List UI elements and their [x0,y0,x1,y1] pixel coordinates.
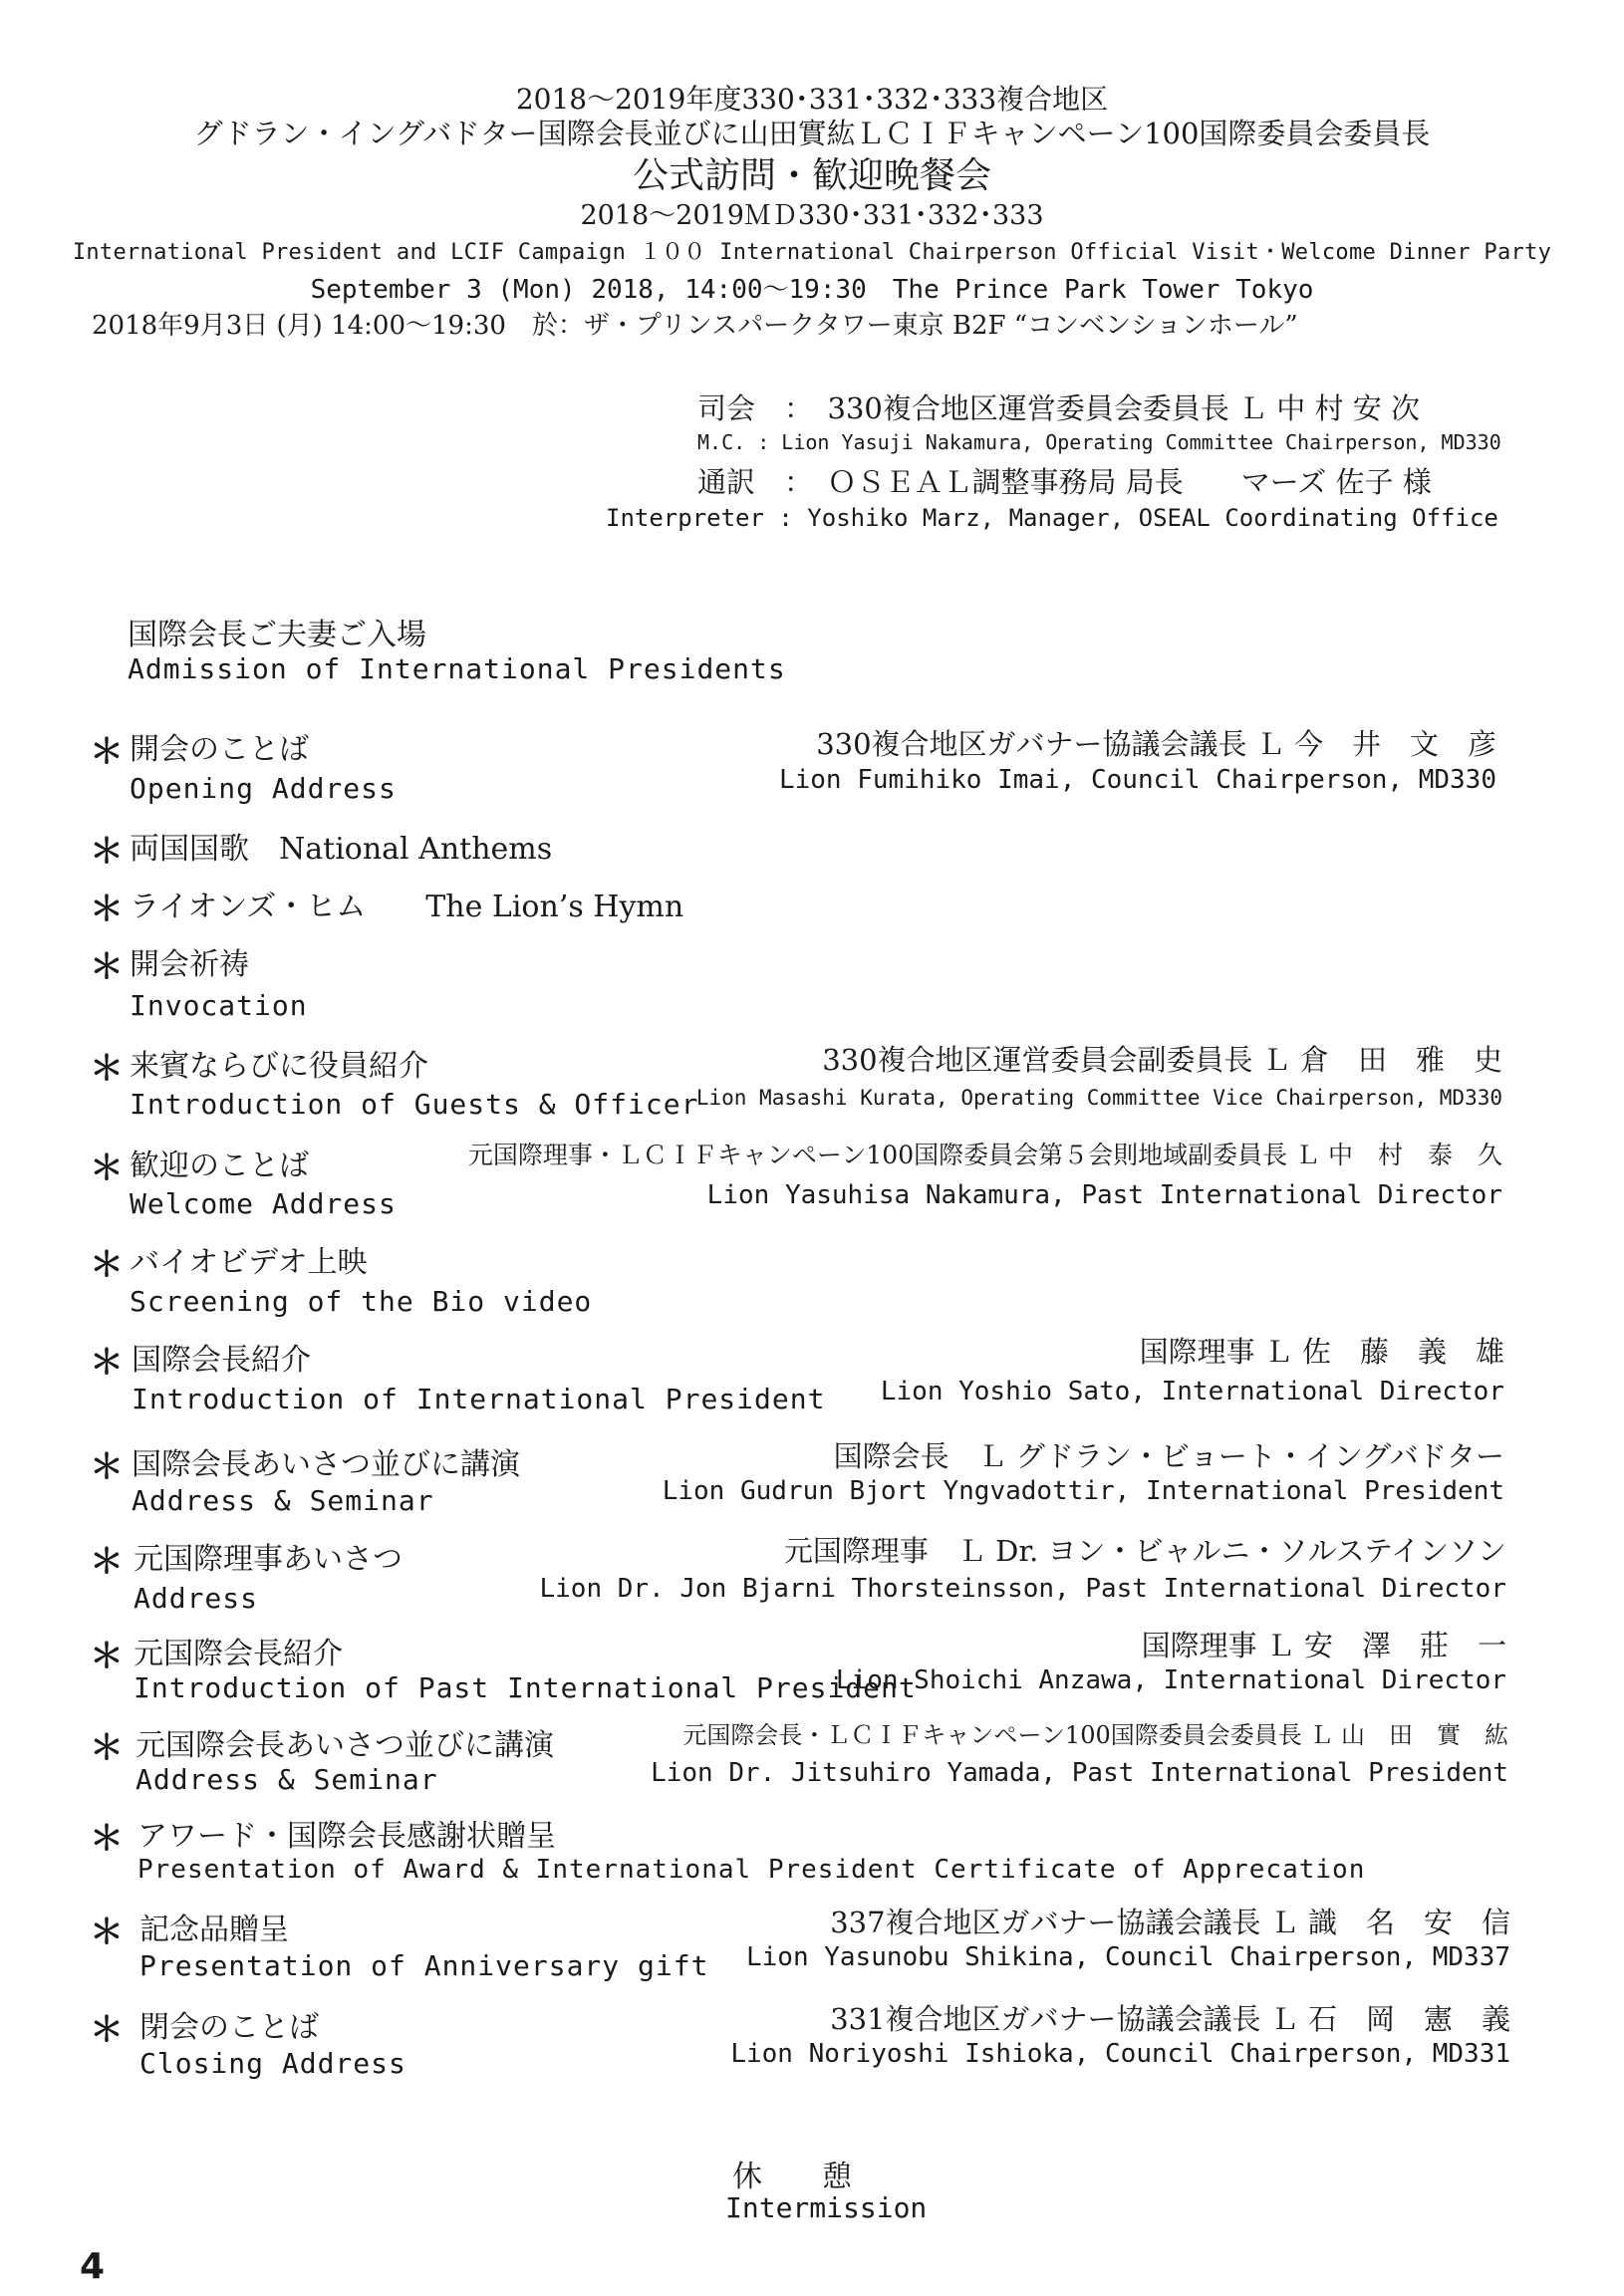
program-item-japanese: バイオビデオ上映 [130,1245,368,1280]
asterisk-icon: ＊ [90,890,124,929]
asterisk-icon: ＊ [90,1245,124,1285]
asterisk-icon: ＊ [90,1637,124,1676]
asterisk-icon: ＊ [90,947,124,987]
asterisk-icon: ＊ [90,1542,124,1582]
program-item-english: Presentation of Award & International President Certificate of Apprecation [137,1855,1366,1885]
speaker-english: Lion Dr. Jitsuhiro Yamada, Past International President [651,1758,1508,1788]
asterisk-icon: ＊ [90,832,124,872]
asterisk-icon: ＊ [90,1819,124,1859]
program-item-japanese: 元国際会長あいさつ並びに講演 [135,1728,554,1763]
speaker-japanese: 国際理事 Ｌ 安 澤 莊 一 [1141,1629,1506,1662]
speaker-japanese: 330複合地区運営委員会副委員長 Ｌ 倉 田 雅 史 [822,1043,1502,1077]
asterisk-icon: ＊ [90,1148,124,1188]
program-item-japanese: 元国際会長紹介 [134,1637,343,1671]
program-item-japanese: 閉会のことば [139,2010,319,2045]
program-item-english: Presentation of Anniversary gift [139,1949,709,1982]
program-item-english: Introduction of Past International President [134,1671,917,1704]
page-number: 4 [80,2246,106,2287]
program-item-english: Opening Address [130,772,397,805]
header-subtitle: グドラン・イングバドター国際会長並びに山田實紘ＬＣＩＦキャンペーン100国際委員会委員長 [193,117,1431,150]
interpreter-english: Interpreter : Yoshiko Marz, Manager, OSEAL Coordinating Office [606,504,1498,532]
program-item-english: Address [134,1582,259,1615]
program-item-english: Invocation [130,989,308,1022]
intermission-japanese: 休 憩 [732,2160,852,2194]
speaker-english: Lion Yasuhisa Nakamura, Past International Director [706,1180,1502,1210]
intermission-english: Intermission [725,2191,928,2224]
speaker-english: Lion Yasunobu Shikina, Council Chairperson, MD337 [745,1942,1510,1972]
asterisk-icon: ＊ [90,732,124,772]
program-item-japanese: 両国国歌 National Anthems [130,832,553,867]
program-item-japanese: 来賓ならびに役員紹介 [130,1049,428,1084]
speaker-japanese: 337複合地区ガバナー協議会議長 Ｌ 識 名 安 信 [830,1906,1510,1939]
speaker-japanese: 国際会長 Ｌ グドラン・ビョート・イングバドター [833,1439,1504,1473]
header-english-date: September 3 (Mon) 2018, 14:00～19:30 The Prince Park Tower Tokyo [310,275,1314,305]
header-japanese-date-venue: 2018年9月3日 (月) 14:00～19:30 於：ザ・プリンスパークタワー東京 B2F “コンベンションホール” [92,311,1298,341]
asterisk-icon: ＊ [90,1049,124,1089]
speaker-english: Lion Shoichi Anzawa, International Director [835,1665,1506,1695]
header-english-title: International President and LCIF Campaign １００ International Chairperson Official Visit・Welcome Dinner Party [72,240,1552,265]
header-district-line: 2018～2019年度330･331･332･333複合地区 [515,83,1109,116]
program-item-english: Introduction of International President [132,1383,826,1415]
speaker-english: Lion Noriyoshi Ishioka, Council Chairperson, MD331 [730,2039,1510,2069]
speaker-japanese: 331複合地区ガバナー協議会議長 Ｌ 石 岡 憲 義 [830,2002,1510,2036]
program-item-english: Introduction of Guests & Officer [130,1088,699,1121]
program-item-japanese: アワード・国際会長感謝状贈呈 [137,1819,556,1854]
program-item-english: Screening of the Bio video [130,1285,593,1318]
speaker-japanese: 元国際理事 Ｌ Dr. ヨン・ビャルニ・ソルステインソン [783,1534,1506,1568]
program-item-japanese: 国際会長あいさつ並びに講演 [132,1447,520,1482]
asterisk-icon: ＊ [90,1343,124,1383]
program-item-japanese: 歓迎のことば [130,1148,309,1183]
speaker-japanese: 330複合地区ガバナー協議会議長 Ｌ 今 井 文 彦 [816,727,1496,761]
program-item-english: Closing Address [139,2047,406,2080]
program-item-japanese: 記念品贈呈 [139,1913,289,1947]
asterisk-icon: ＊ [90,1913,124,1952]
mc-english: M.C. : Lion Yasuji Nakamura, Operating Committee Chairperson, MD330 [697,430,1501,454]
program-item-english: Address & Seminar [132,1484,434,1517]
speaker-english: Lion Dr. Jon Bjarni Thorsteinsson, Past International Director [539,1574,1506,1604]
program-item-japanese: ライオンズ・ヒム The Lion’s Hymn [130,890,684,924]
speaker-japanese: 国際理事 Ｌ 佐 藤 義 雄 [1139,1335,1504,1369]
program-item-japanese: 開会祈祷 [130,947,249,982]
program-item-japanese: 国際会長紹介 [132,1343,311,1378]
admission-english: Admission of International Presidents [128,652,786,685]
header-md-line: 2018～2019ＭＤ330･331･332･333 [580,200,1044,231]
program-item-japanese: 元国際理事あいさつ [134,1542,403,1577]
asterisk-icon: ＊ [90,1728,124,1768]
program-item-english: Welcome Address [130,1187,397,1220]
page-title: 公式訪問・歓迎晩餐会 [632,155,991,196]
speaker-japanese: 元国際理事・ＬＣＩＦキャンペーン100国際委員会第５会則地域副委員長 Ｌ 中 村 泰 久 [467,1141,1502,1169]
asterisk-icon: ＊ [90,2010,124,2050]
speaker-english: Lion Masashi Kurata, Operating Committee Vice Chairperson, MD330 [695,1086,1502,1110]
asterisk-icon: ＊ [90,1447,124,1487]
speaker-english: Lion Fumihiko Imai, Council Chairperson, MD330 [778,765,1496,795]
interpreter-japanese: 通訳 ： ＯＳＥＡＬ調整事務局 局長 マーズ 佐子 様 [697,465,1432,499]
program-item-english: Address & Seminar [135,1763,438,1796]
speaker-japanese: 元国際会長・ＬＣＩＦキャンペーン100国際委員会委員長 Ｌ 山 田 實 紘 [682,1721,1508,1749]
mc-japanese: 司会 ： 330複合地区運営委員会委員長 Ｌ 中 村 安 次 [697,391,1420,425]
program-item-japanese: 開会のことば [130,732,309,767]
speaker-english: Lion Gudrun Bjort Yngvadottir, International President [662,1476,1504,1506]
admission-japanese: 国際会長ご夫妻ご入場 [128,618,426,652]
speaker-english: Lion Yoshio Sato, International Director [880,1377,1504,1406]
